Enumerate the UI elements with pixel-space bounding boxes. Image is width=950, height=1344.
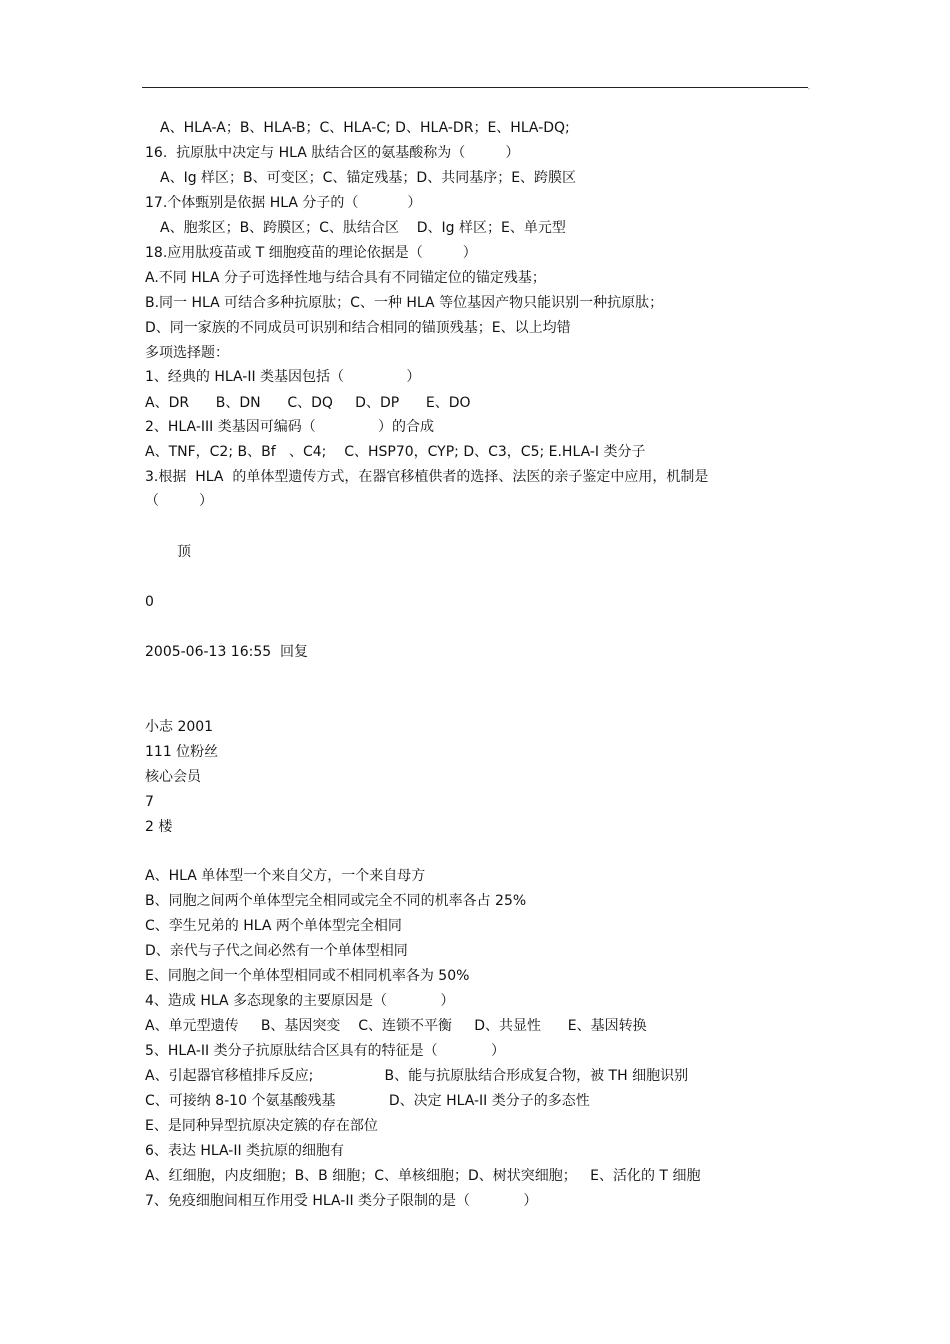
option-line: A、单元型遗传 B、基因突变 C、连锁不平衡 D、共显性 E、基因转换	[145, 1018, 647, 1034]
option-line: C、孪生兄弟的 HLA 两个单体型完全相同	[145, 918, 402, 934]
option-line: A、DR B、DN C、DQ D、DP E、DO	[145, 395, 471, 411]
option-line: E、同胞之间一个单体型相同或不相同机率各为 50%	[145, 968, 470, 984]
option-line: D、同一家族的不同成员可识别和结合相同的锚顶残基；E、以上均错	[145, 320, 571, 336]
question-multi-6: 6、表达 HLA-II 类抗原的细胞有	[145, 1143, 345, 1159]
option-line: B、同胞之间两个单体型完全相同或完全不同的机率各占 25%	[145, 893, 527, 909]
option-line: E、是同种异型抗原决定簇的存在部位	[145, 1118, 378, 1134]
question-multi-2: 2、HLA-III 类基因可编码（ ）的合成	[145, 419, 435, 435]
reply-timestamp[interactable]: 2005-06-13 16:55 回复	[145, 644, 309, 660]
member-level: 7	[145, 794, 154, 810]
question-multi-4: 4、造成 HLA 多态现象的主要原因是（ ）	[145, 993, 455, 1009]
question-multi-3: 3.根据 HLA 的单体型遗传方式，在器官移植供者的选择、法医的亲子鉴定中应用，机制是	[145, 469, 709, 485]
option-line: A、胞浆区；B、跨膜区；C、肽结合区 D、Ig 样区；E、单元型	[160, 220, 566, 236]
member-rank: 核心会员	[145, 769, 201, 785]
question-18: 18.应用肽疫苗或 T 细胞疫苗的理论依据是（ ）	[145, 245, 477, 261]
question-multi-7: 7、免疫细胞间相互作用受 HLA-II 类分子限制的是（ ）	[145, 1193, 538, 1209]
option-line: A、TNF，C2; B、Bf 、C4; C、HSP70，CYP; D、C3，C5; E.HLA-I 类分子	[145, 444, 646, 460]
floor-number: 2 楼	[145, 819, 173, 835]
option-line: B.同一 HLA 可结合多种抗原肽；C、一种 HLA 等位基因产物只能识别一种抗原肽；	[145, 295, 664, 311]
option-line: A、红细胞，内皮细胞；B、B 细胞；C、单核细胞；D、树状突细胞； E、活化的 T 细胞	[145, 1168, 701, 1184]
vote-count: 0	[145, 594, 154, 610]
header-end-mark: ,	[808, 84, 810, 91]
top-label: 顶	[177, 544, 191, 560]
username[interactable]: 小志 2001	[145, 719, 214, 735]
option-line: C、可接纳 8-10 个氨基酸残基 D、决定 HLA-II 类分子的多态性	[145, 1093, 590, 1109]
option-line: A、HLA 单体型一个来自父方，一个来自母方	[145, 868, 426, 884]
section-heading: 多项选择题：	[145, 345, 229, 361]
question-17: 17.个体甄别是依据 HLA 分子的（ ）	[145, 195, 422, 211]
option-line: A、引起器官移植排斥反应; B、能与抗原肽结合形成复合物，被 TH 细胞识别	[145, 1068, 689, 1084]
fan-count: 111 位粉丝	[145, 744, 219, 760]
header-rule	[142, 87, 808, 88]
question-multi-3-blank: （ ）	[145, 493, 214, 509]
option-line: D、亲代与子代之间必然有一个单体型相同	[145, 943, 408, 959]
option-line: A、Ig 样区；B、可变区；C、锚定残基；D、共同基序；E、跨膜区	[160, 170, 577, 186]
question-multi-5: 5、HLA-II 类分子抗原肽结合区具有的特征是（ ）	[145, 1043, 505, 1059]
question-multi-1: 1、经典的 HLA-II 类基因包括（ ）	[145, 369, 421, 385]
option-line: A、HLA-A；B、HLA-B；C、HLA-C; D、HLA-DR；E、HLA-DQ;	[160, 120, 570, 136]
option-line: A.不同 HLA 分子可选择性地与结合具有不同锚定位的锚定残基；	[145, 270, 546, 286]
question-16: 16. 抗原肽中决定与 HLA 肽结合区的氨基酸称为（ ）	[145, 145, 520, 161]
